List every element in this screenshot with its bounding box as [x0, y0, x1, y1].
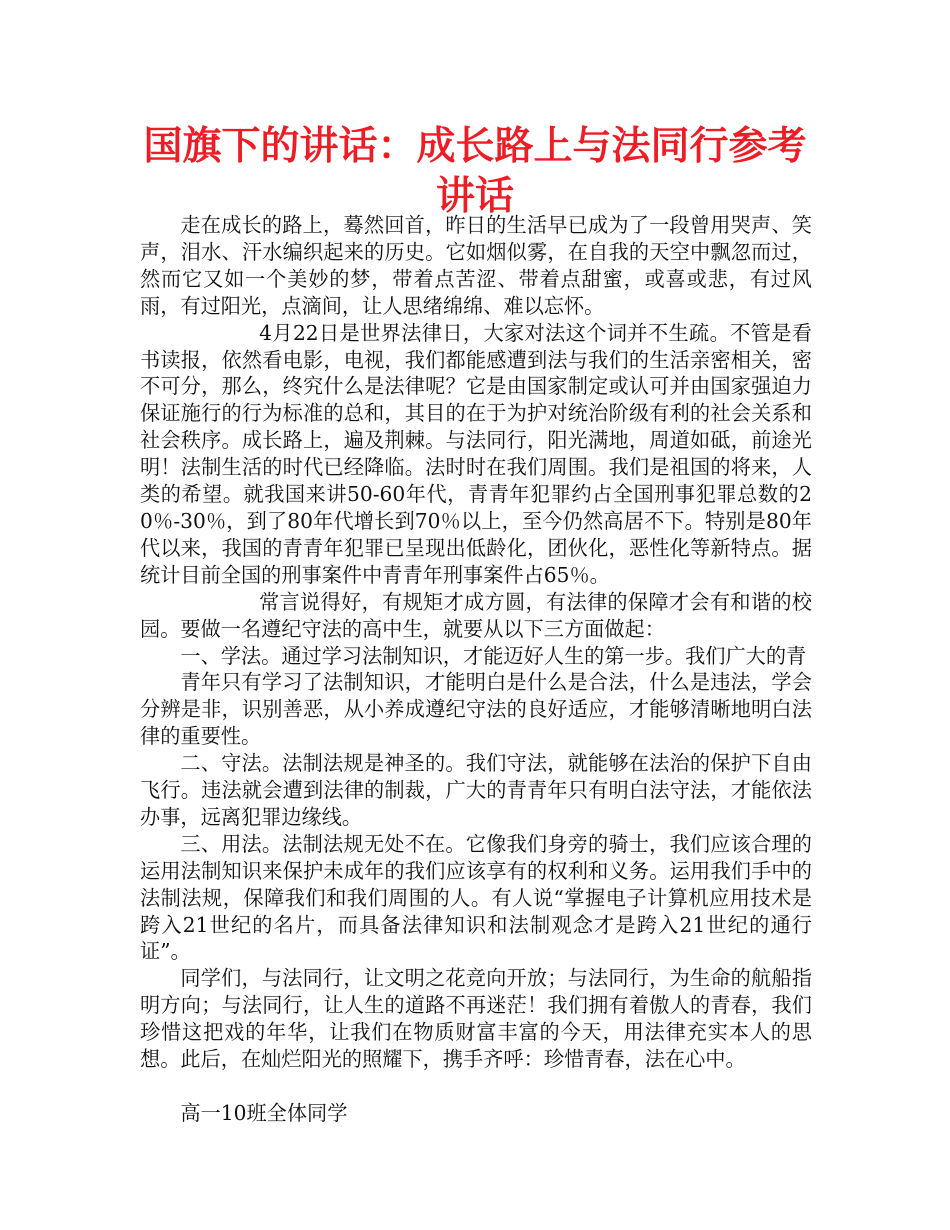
paragraph-law-day: 4月22日是世界法律日，大家对法这个词并不生疏。不管是看书读报，依然看电影，电视，我们都能感遭到法与我们的生活亲密相关，密不可分，那么，终究什么是法律呢？它是由国家制定或认可并由国家强迫力保证施行的行为标准的总和，其目的在于为护对统治阶级有利的社会关系和社会秩序。成长路上，遍及荆棘。与法同行，阳光满地，周道如砥，前途光明！法制生活的时代已经降临。法时时在我们周围。我们是祖国的将来，人类的希望。就我国来讲50-60年代，青青年犯罪约占全国刑事犯罪总数的20％-30％，到了80年代增长到70％以上，至今仍然高居不下。特别是80年代以来，我国的青青年犯罪已呈现出低龄化，团伙化，恶性化等新特点。据统计目前全国的刑事案件中青青年刑事案件占65％。: [140, 320, 812, 587]
document-title: 国旗下的讲话：成长路上与法同行参考讲话: [143, 124, 807, 219]
paragraph-obey-law: 二、守法。法制法规是神圣的。我们守法，就能够在法治的保护下自由飞行。违法就会遭到法律的制裁，广大的青青年只有明白法守法，才能依法办事，远离犯罪边缘线。: [140, 751, 812, 829]
paragraph-intro: 走在成长的路上，蓦然回首，昨日的生活早已成为了一段曾用哭声、笑声，泪水、汗水编织起来的历史。它如烟似雾，在自我的天空中飘忽而过，然而它又如一个美妙的梦，带着点苦涩、带着点甜蜜，或喜或悲，有过风雨，有过阳光，点滴间，让人思绪绵绵、难以忘怀。: [140, 213, 812, 318]
paragraph-use-law: 三、用法。法制法规无处不在。它像我们身旁的骑士，我们应该合理的运用法制知识来保护未成年的我们应该享有的权利和义务。运用我们手中的法制法规，保障我们和我们周围的人。有人说“掌握电子计算机应用技术是跨入21世纪的名片，而具备法律知识和法制观念才是跨入21世纪的通行证”。: [140, 831, 812, 964]
paragraph-three-aspects: 常言说得好，有规矩才成方圆，有法律的保障才会有和谐的校园。要做一名遵纪守法的高中生，就要从以下三方面做起：: [140, 589, 812, 641]
paragraph-closing: 同学们，与法同行，让文明之花竞向开放；与法同行，为生命的航船指明方向；与法同行，让人生的道路不再迷茫！我们拥有着傲人的青春，我们珍惜这把戏的年华，让我们在物质财富丰富的今天，用法律充实本人的思想。此后，在灿烂阳光的照耀下，携手齐呼：珍惜青春，法在心中。: [140, 966, 812, 1072]
blank-line: [140, 1073, 812, 1100]
paragraph-learn-law: 一、学法。通过学习法制知识，才能迈好人生的第一步。我们广大的青: [180, 643, 807, 668]
document-body: [140, 212, 812, 1127]
paragraph-learn-law-continued: 青年只有学习了法制知识，才能明白是什么是合法，什么是违法，学会分辨是非，识别善恶，从小养成遵纪守法的良好适应，才能够清晰地明白法律的重要性。: [140, 670, 812, 749]
signature: 高一10班全体同学: [180, 1100, 348, 1125]
